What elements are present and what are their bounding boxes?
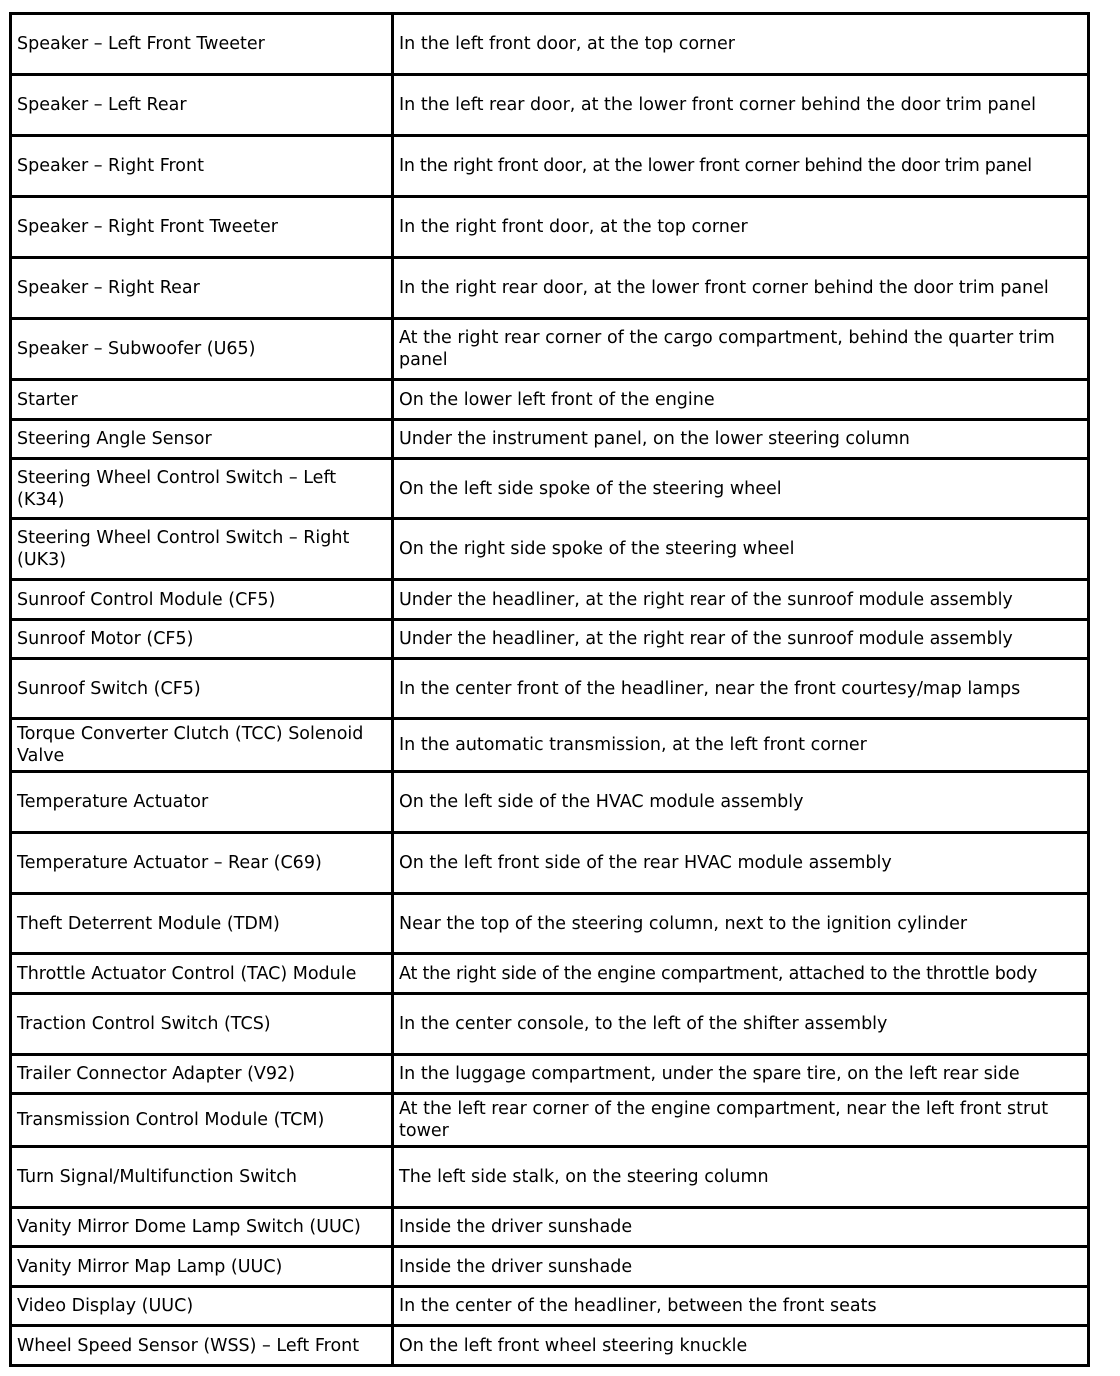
- component-cell: Theft Deterrent Module (TDM): [11, 894, 393, 954]
- location-cell: In the center front of the headliner, near the front courtesy/map lamps: [393, 659, 1089, 719]
- table-row: [11, 1247, 1089, 1287]
- component-cell: Steering Wheel Control Switch – Right (UK3): [11, 519, 393, 580]
- component-cell: Speaker – Right Front Tweeter: [11, 197, 393, 258]
- location-cell: At the right side of the engine compartment, attached to the throttle body: [393, 954, 1089, 994]
- location-cell: In the luggage compartment, under the spare tire, on the left rear side: [393, 1055, 1089, 1094]
- table-row: [11, 420, 1089, 459]
- table-row: [11, 659, 1089, 719]
- location-cell: On the left front side of the rear HVAC module assembly: [393, 833, 1089, 894]
- component-cell: Wheel Speed Sensor (WSS) – Left Front: [11, 1326, 393, 1366]
- table-row: [11, 719, 1089, 772]
- table-row: [11, 1326, 1089, 1366]
- location-cell: On the lower left front of the engine: [393, 380, 1089, 420]
- location-cell: In the left rear door, at the lower front corner behind the door trim panel: [393, 75, 1089, 136]
- location-cell: At the right rear corner of the cargo compartment, behind the quarter trim panel: [393, 319, 1089, 380]
- component-location-table: [9, 12, 1090, 1367]
- location-cell: Near the top of the steering column, next to the ignition cylinder: [393, 894, 1089, 954]
- table-row: [11, 620, 1089, 659]
- table-row: [11, 136, 1089, 197]
- component-cell: Transmission Control Module (TCM): [11, 1094, 393, 1147]
- table-row: [11, 1094, 1089, 1147]
- location-cell: Inside the driver sunshade: [393, 1208, 1089, 1247]
- table-row: [11, 75, 1089, 136]
- table-row: [11, 954, 1089, 994]
- table-row: [11, 994, 1089, 1055]
- component-cell: Turn Signal/Multifunction Switch: [11, 1147, 393, 1208]
- table-row: [11, 1147, 1089, 1208]
- location-cell: In the right front door, at the lower front corner behind the door trim panel: [393, 136, 1089, 197]
- location-cell: On the left front wheel steering knuckle: [393, 1326, 1089, 1366]
- component-cell: Sunroof Switch (CF5): [11, 659, 393, 719]
- table-row: [11, 319, 1089, 380]
- table-row: [11, 14, 1089, 75]
- location-cell: In the center console, to the left of the shifter assembly: [393, 994, 1089, 1055]
- component-cell: Starter: [11, 380, 393, 420]
- location-cell: In the center of the headliner, between the front seats: [393, 1287, 1089, 1326]
- location-cell: On the left side spoke of the steering wheel: [393, 459, 1089, 519]
- table-row: [11, 1287, 1089, 1326]
- component-cell: Speaker – Subwoofer (U65): [11, 319, 393, 380]
- table-row: [11, 459, 1089, 519]
- component-cell: Vanity Mirror Map Lamp (UUC): [11, 1247, 393, 1287]
- table-row: [11, 197, 1089, 258]
- component-cell: Steering Wheel Control Switch – Left (K34): [11, 459, 393, 519]
- location-cell: Inside the driver sunshade: [393, 1247, 1089, 1287]
- location-cell: In the left front door, at the top corner: [393, 14, 1089, 75]
- table-row: [11, 519, 1089, 580]
- component-cell: Speaker – Right Front: [11, 136, 393, 197]
- component-cell: Torque Converter Clutch (TCC) Solenoid Valve: [11, 719, 393, 772]
- component-cell: Traction Control Switch (TCS): [11, 994, 393, 1055]
- location-cell: On the right side spoke of the steering wheel: [393, 519, 1089, 580]
- location-cell: In the right rear door, at the lower front corner behind the door trim panel: [393, 258, 1089, 319]
- component-cell: Speaker – Left Rear: [11, 75, 393, 136]
- table-row: [11, 833, 1089, 894]
- component-cell: Temperature Actuator: [11, 772, 393, 833]
- location-cell: Under the instrument panel, on the lower steering column: [393, 420, 1089, 459]
- table-row: [11, 1055, 1089, 1094]
- table-row: [11, 258, 1089, 319]
- location-cell: Under the headliner, at the right rear of the sunroof module assembly: [393, 580, 1089, 620]
- table-body: [11, 14, 1089, 1366]
- component-cell: Temperature Actuator – Rear (C69): [11, 833, 393, 894]
- table-row: [11, 894, 1089, 954]
- component-cell: Sunroof Motor (CF5): [11, 620, 393, 659]
- location-cell: At the left rear corner of the engine compartment, near the left front strut tower: [393, 1094, 1089, 1147]
- table-row: [11, 772, 1089, 833]
- component-cell: Trailer Connector Adapter (V92): [11, 1055, 393, 1094]
- table-row: [11, 1208, 1089, 1247]
- component-cell: Throttle Actuator Control (TAC) Module: [11, 954, 393, 994]
- table-row: [11, 580, 1089, 620]
- component-cell: Speaker – Left Front Tweeter: [11, 14, 393, 75]
- component-cell: Vanity Mirror Dome Lamp Switch (UUC): [11, 1208, 393, 1247]
- component-cell: Sunroof Control Module (CF5): [11, 580, 393, 620]
- location-cell: In the automatic transmission, at the left front corner: [393, 719, 1089, 772]
- location-cell: In the right front door, at the top corner: [393, 197, 1089, 258]
- table-row: [11, 380, 1089, 420]
- component-cell: Speaker – Right Rear: [11, 258, 393, 319]
- component-cell: Video Display (UUC): [11, 1287, 393, 1326]
- component-cell: Steering Angle Sensor: [11, 420, 393, 459]
- location-cell: The left side stalk, on the steering column: [393, 1147, 1089, 1208]
- location-cell: On the left side of the HVAC module assembly: [393, 772, 1089, 833]
- location-cell: Under the headliner, at the right rear of the sunroof module assembly: [393, 620, 1089, 659]
